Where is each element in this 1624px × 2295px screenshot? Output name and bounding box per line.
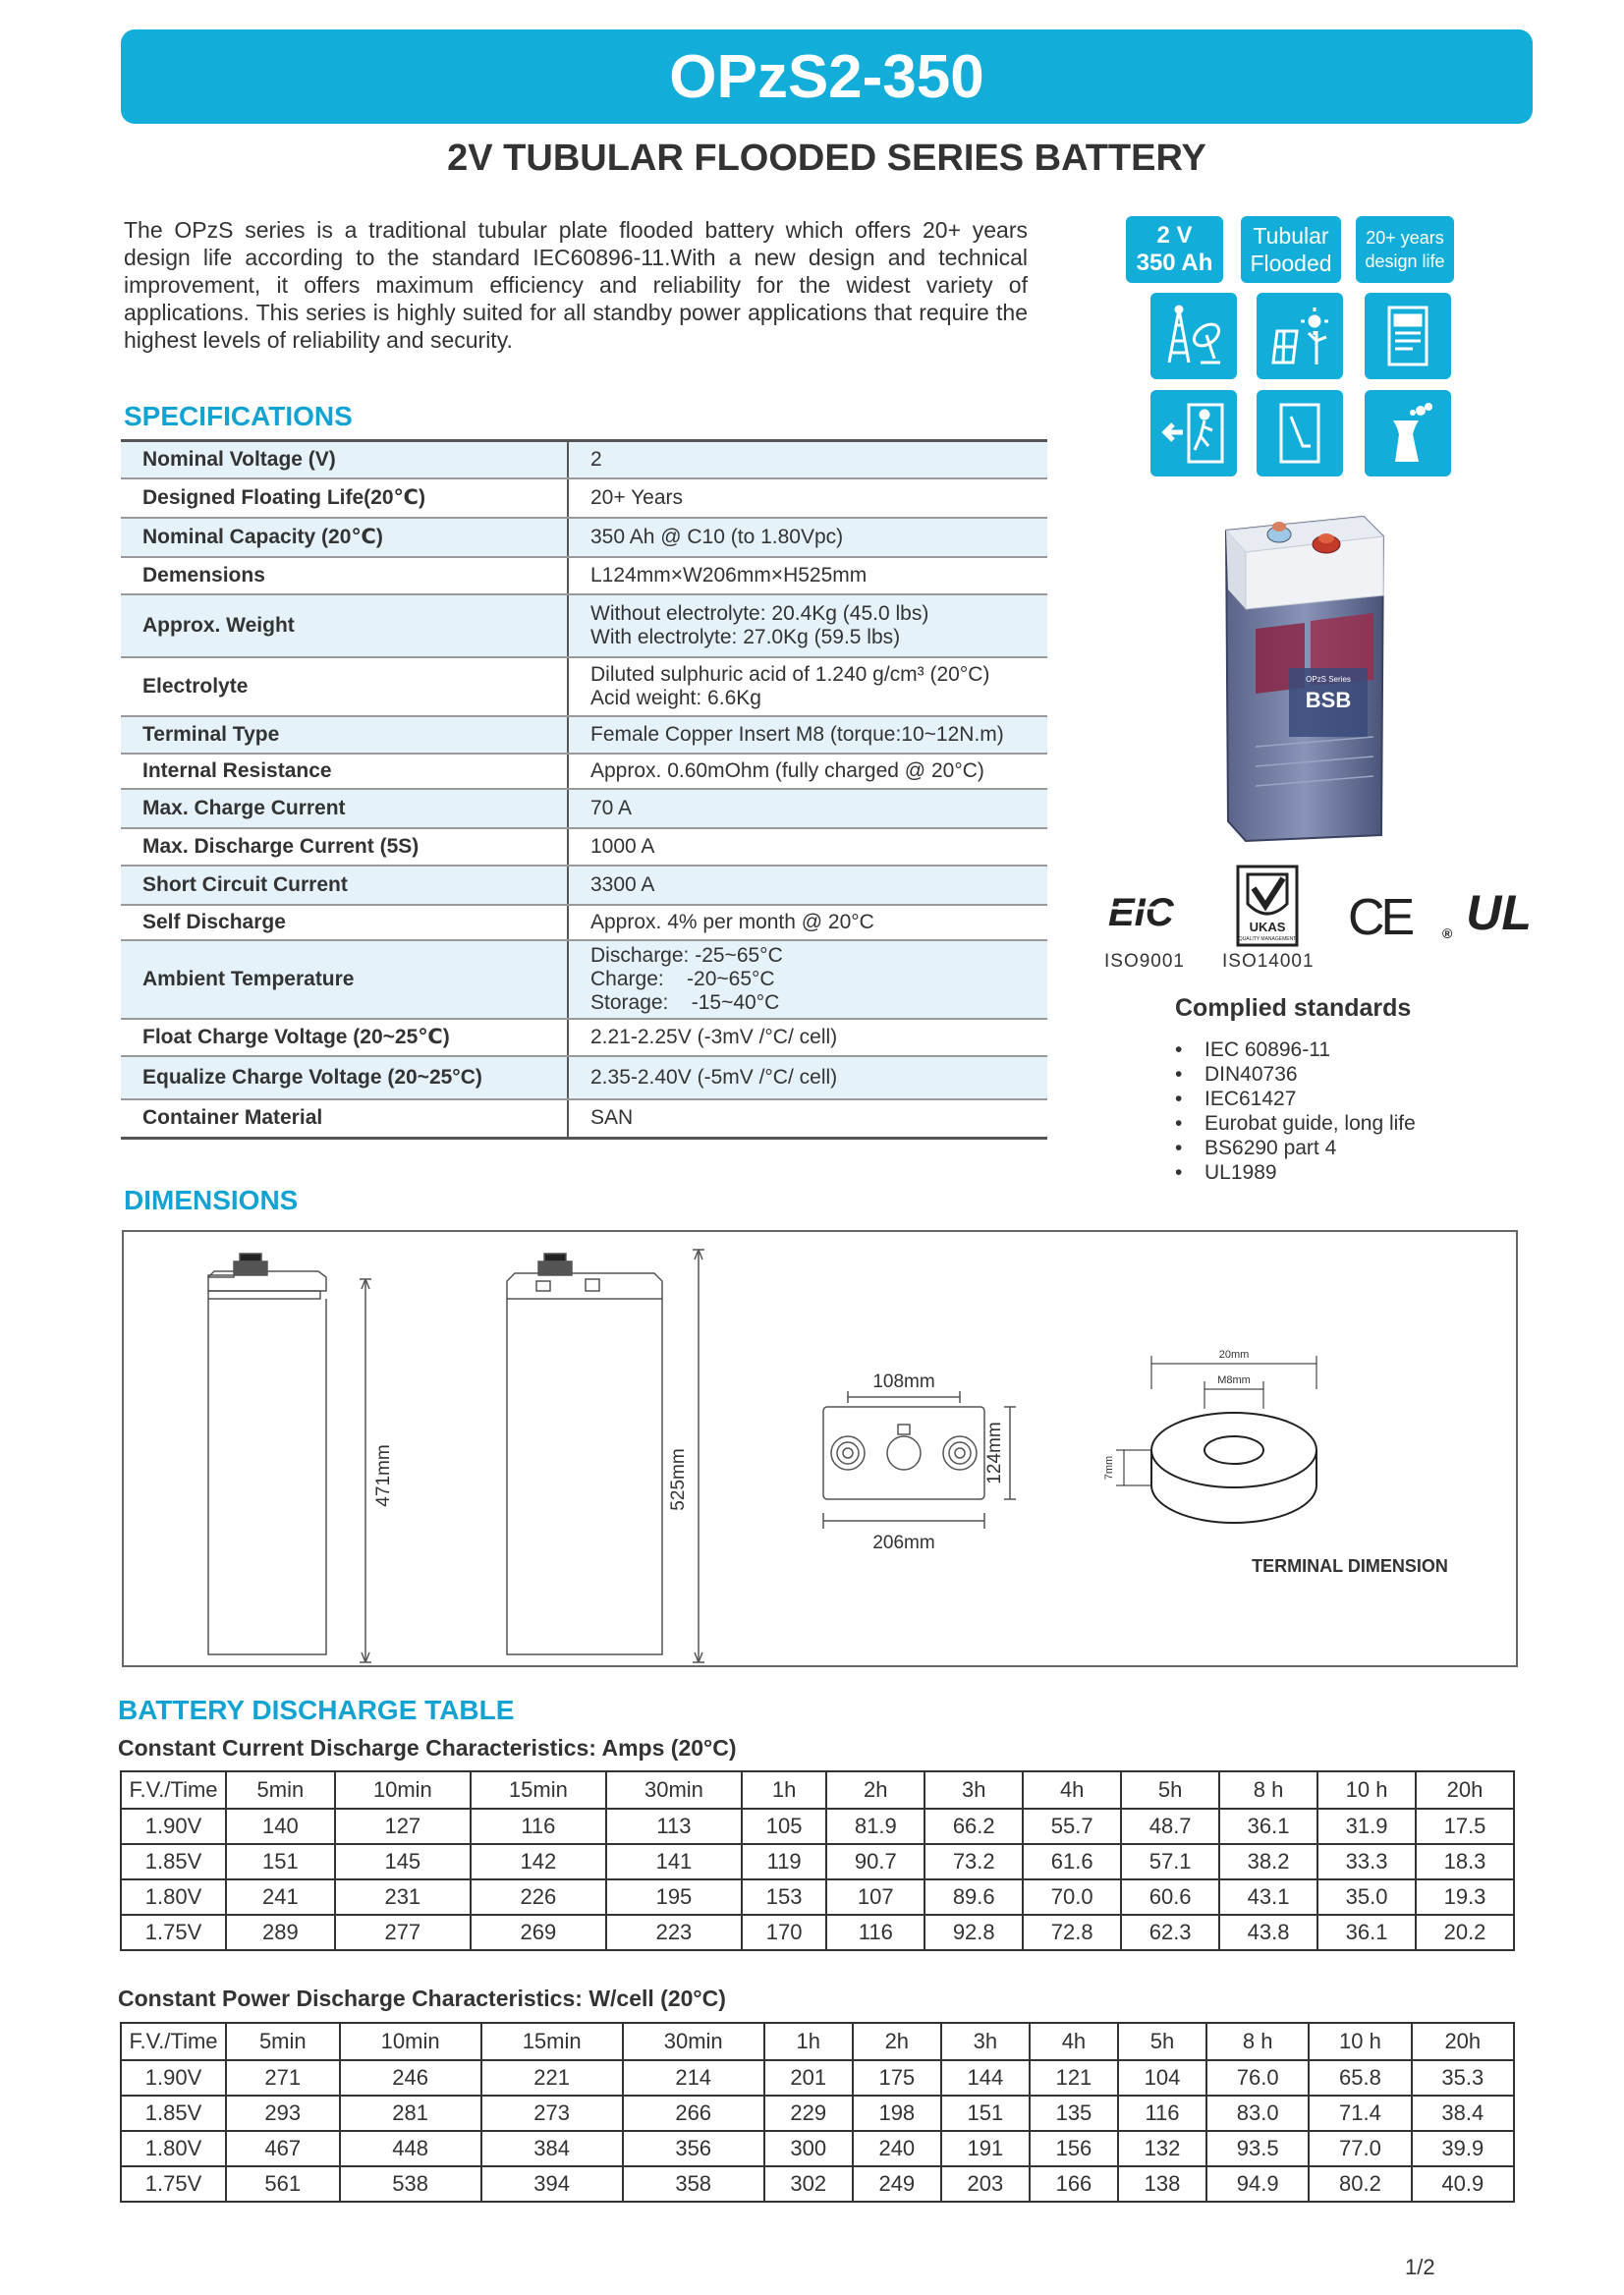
- table-header-cell: F.V./Time: [121, 2023, 226, 2060]
- table-header-cell: 30min: [606, 1771, 742, 1809]
- table-cell: 18.3: [1416, 1844, 1514, 1879]
- table-cell: 269: [471, 1915, 606, 1950]
- table-header-cell: 15min: [471, 1771, 606, 1809]
- spec-label: Electrolyte: [121, 657, 568, 716]
- spec-value: [568, 1019, 1047, 1056]
- table-cell: 89.6: [924, 1879, 1023, 1915]
- spec-value: [568, 657, 1047, 716]
- discharge-table-title: BATTERY DISCHARGE TABLE: [118, 1695, 515, 1725]
- standard-item: • IEC 60896-11: [1175, 1037, 1416, 1062]
- spec-label: Approx. Weight: [121, 594, 568, 657]
- model-title: OPzS2-350: [669, 42, 984, 111]
- table-cell: 43.8: [1219, 1915, 1317, 1950]
- spec-row: [121, 866, 1047, 905]
- table-cell: 73.2: [924, 1844, 1023, 1879]
- table-cell: 1.75V: [121, 1915, 226, 1950]
- badge-life-line2: design life: [1365, 252, 1445, 271]
- table-cell: 35.0: [1317, 1879, 1416, 1915]
- table-cell: 384: [481, 2131, 623, 2166]
- spec-row: [121, 1099, 1047, 1139]
- table-cell: 55.7: [1023, 1809, 1121, 1844]
- table-cell: 116: [826, 1915, 924, 1950]
- table-cell: 1.85V: [121, 2096, 226, 2131]
- spec-row: [121, 828, 1047, 866]
- standard-item: • DIN40736: [1175, 1062, 1416, 1087]
- table-cell: 39.9: [1412, 2131, 1514, 2166]
- spec-value-line: SAN: [590, 1106, 634, 1130]
- table-cell: 144: [941, 2060, 1030, 2096]
- power-plant-icon: [1365, 390, 1451, 476]
- page-number: 1/2: [1405, 2255, 1435, 2279]
- spec-value: [568, 478, 1047, 518]
- terminal-drawing: [1116, 1356, 1316, 1523]
- table-header-cell: 20h: [1412, 2023, 1514, 2060]
- table-cell: 538: [340, 2166, 481, 2202]
- table-cell: 40.9: [1412, 2166, 1514, 2202]
- table-header-cell: 2h: [826, 1771, 924, 1809]
- table-cell: 246: [340, 2060, 481, 2096]
- table-cell: 141: [606, 1844, 742, 1879]
- table-header-cell: 20h: [1416, 1771, 1514, 1809]
- table-cell: 48.7: [1121, 1809, 1219, 1844]
- table-cell: 195: [606, 1879, 742, 1915]
- complied-standards-title: Complied standards: [1175, 994, 1412, 1022]
- table-cell: 229: [764, 2096, 853, 2131]
- spec-value-line: Storage: -15~40°C: [590, 990, 780, 1014]
- table-cell: 135: [1030, 2096, 1118, 2131]
- table-cell: 273: [481, 2096, 623, 2131]
- table-cell: 61.6: [1023, 1844, 1121, 1879]
- dimensions-drawing: [122, 1230, 1518, 1667]
- table-header-cell: 10 h: [1309, 2023, 1411, 2060]
- table-header-cell: 3h: [941, 2023, 1030, 2060]
- standard-item: • Eurobat guide, long life: [1175, 1111, 1416, 1136]
- table-row: [121, 2096, 1514, 2131]
- spec-value-line: Charge: -20~65°C: [590, 967, 775, 990]
- table-row: [121, 1915, 1514, 1950]
- spec-row: [121, 1019, 1047, 1056]
- spec-value: [568, 518, 1047, 557]
- table-cell: 77.0: [1309, 2131, 1411, 2166]
- spec-value: [568, 1056, 1047, 1099]
- spec-value: [568, 594, 1047, 657]
- table-cell: 70.0: [1023, 1879, 1121, 1915]
- spec-value-line: 2.35-2.40V (-5mV /°C/ cell): [590, 1065, 838, 1089]
- spec-value-line: 3300 A: [590, 872, 655, 896]
- emergency-exit-icon: [1150, 390, 1237, 476]
- table-cell: 66.2: [924, 1809, 1023, 1844]
- spec-label: Container Material: [121, 1099, 568, 1139]
- table-header-cell: 30min: [623, 2023, 764, 2060]
- table-cell: 1.90V: [121, 1809, 226, 1844]
- table-cell: 20.2: [1416, 1915, 1514, 1950]
- table-cell: 36.1: [1317, 1915, 1416, 1950]
- table-cell: 203: [941, 2166, 1030, 2202]
- table-cell: 170: [742, 1915, 826, 1950]
- spec-value-line: L124mm×W206mm×H525mm: [590, 563, 868, 587]
- spec-value: [568, 789, 1047, 828]
- spec-label: Short Circuit Current: [121, 866, 568, 905]
- battery-photo: [1216, 511, 1393, 845]
- table-row: [121, 1844, 1514, 1879]
- table-cell: 31.9: [1317, 1809, 1416, 1844]
- table-cell: 105: [742, 1809, 826, 1844]
- iso9001-label: ISO9001: [1104, 951, 1185, 972]
- spec-label: Demensions: [121, 557, 568, 594]
- table-cell: 107: [826, 1879, 924, 1915]
- spec-value: [568, 1099, 1047, 1139]
- table-cell: 358: [623, 2166, 764, 2202]
- spec-row: [121, 557, 1047, 594]
- badge-voltage: 2 V: [1156, 222, 1193, 249]
- constant-current-heading: Constant Current Discharge Characteristics: Amps (20°C): [118, 1735, 737, 1761]
- spec-value-line: Approx. 4% per month @ 20°C: [590, 910, 874, 933]
- table-cell: 281: [340, 2096, 481, 2131]
- table-header-cell: 5min: [226, 2023, 340, 2060]
- table-row: [121, 2131, 1514, 2166]
- table-header-cell: 15min: [481, 2023, 623, 2060]
- table-row: [121, 1879, 1514, 1915]
- spec-value: [568, 716, 1047, 754]
- constant-power-table: [120, 2022, 1515, 2203]
- table-header-cell: 4h: [1030, 2023, 1118, 2060]
- spec-row: [121, 478, 1047, 518]
- battery-brand-label: BSB: [1305, 688, 1352, 712]
- badge-type: [1241, 216, 1341, 283]
- spec-label: Self Discharge: [121, 905, 568, 940]
- table-cell: 71.4: [1309, 2096, 1411, 2131]
- table-header-row: [121, 1771, 1514, 1809]
- intro-paragraph: The OPzS series is a traditional tubular plate flooded battery which offers 20+ years design life according to the standard IEC60896-11.With a new design and technical improvement, it offers maximum efficiency and reliability for the widest variety of applications. This series is highly suited for all standby power applications that require the highest levels of reliability and security.: [124, 217, 1028, 353]
- spec-label: Float Charge Voltage (20~25℃): [121, 1019, 568, 1056]
- table-header-cell: 5h: [1121, 1771, 1219, 1809]
- badge-type-line1: Tubular: [1253, 223, 1329, 249]
- badge-voltage-capacity: [1126, 216, 1223, 283]
- spec-value: [568, 905, 1047, 940]
- table-header-cell: 5h: [1118, 2023, 1206, 2060]
- ce-mark-text: CE: [1348, 889, 1412, 946]
- table-cell: 92.8: [924, 1915, 1023, 1950]
- spec-value: [568, 557, 1047, 594]
- badge-type-line2: Flooded: [1250, 251, 1332, 276]
- spec-label: Equalize Charge Voltage (20~25°C): [121, 1056, 568, 1099]
- ukas-text: UKAS: [1249, 920, 1286, 934]
- table-cell: 36.1: [1219, 1809, 1317, 1844]
- spec-label: Max. Discharge Current (5S): [121, 828, 568, 866]
- table-cell: 35.3: [1412, 2060, 1514, 2096]
- table-cell: 561: [226, 2166, 340, 2202]
- table-cell: 113: [606, 1809, 742, 1844]
- terminal-outer-label: 20mm: [1218, 1349, 1250, 1361]
- spec-value: [568, 754, 1047, 789]
- table-cell: 116: [1118, 2096, 1206, 2131]
- table-cell: 231: [335, 1879, 471, 1915]
- ukas-subtext: QUALITY MANAGEMENT: [1238, 936, 1297, 942]
- table-header-cell: 5min: [226, 1771, 335, 1809]
- spec-value-line: 70 A: [590, 796, 633, 819]
- spec-value-line: 1000 A: [590, 834, 655, 858]
- front-view-drawing: [208, 1254, 371, 1662]
- spec-value-line: With electrolyte: 27.0Kg (59.5 lbs): [590, 625, 901, 648]
- standard-item: • IEC61427: [1175, 1087, 1416, 1111]
- table-cell: 43.1: [1219, 1879, 1317, 1915]
- table-cell: 1.85V: [121, 1844, 226, 1879]
- spec-value-line: Without electrolyte: 20.4Kg (45.0 lbs): [590, 601, 929, 625]
- table-header-cell: F.V./Time: [121, 1771, 226, 1809]
- table-cell: 271: [226, 2060, 340, 2096]
- table-cell: 38.2: [1219, 1844, 1317, 1879]
- spec-value: [568, 940, 1047, 1019]
- table-cell: 145: [335, 1844, 471, 1879]
- table-cell: 223: [606, 1915, 742, 1950]
- spec-value-line: Diluted sulphuric acid of 1.240 g/cm³ (20°C): [590, 662, 990, 686]
- table-cell: 140: [226, 1809, 335, 1844]
- spec-value-line: 350 Ah @ C10 (to 1.80Vpc): [590, 525, 844, 548]
- table-cell: 1.90V: [121, 2060, 226, 2096]
- table-header-cell: 10min: [340, 2023, 481, 2060]
- height-525-label: 525mm: [668, 1448, 689, 1511]
- table-header-cell: 2h: [853, 2023, 941, 2060]
- table-cell: 241: [226, 1879, 335, 1915]
- table-cell: 293: [226, 2096, 340, 2131]
- table-cell: 94.9: [1206, 2166, 1309, 2202]
- table-cell: 175: [853, 2060, 941, 2096]
- table-cell: 38.4: [1412, 2096, 1514, 2131]
- standard-item: • BS6290 part 4: [1175, 1136, 1416, 1160]
- table-cell: 151: [941, 2096, 1030, 2131]
- badge-life: [1356, 216, 1454, 283]
- spec-label: Nominal Capacity (20℃): [121, 518, 568, 557]
- table-cell: 60.6: [1121, 1879, 1219, 1915]
- product-subtitle: 2V TUBULAR FLOODED SERIES BATTERY: [447, 138, 1206, 179]
- table-cell: 240: [853, 2131, 941, 2166]
- terminal-thread-label: M8mm: [1217, 1374, 1251, 1386]
- table-cell: 76.0: [1206, 2060, 1309, 2096]
- svg-text:EIC: EIC: [1108, 891, 1174, 934]
- ul-mark-text: UL: [1466, 885, 1532, 940]
- table-cell: 1.80V: [121, 1879, 226, 1915]
- table-header-cell: 3h: [924, 1771, 1023, 1809]
- table-cell: 153: [742, 1879, 826, 1915]
- table-cell: 277: [335, 1915, 471, 1950]
- spec-row: [121, 716, 1047, 754]
- height-471-label: 471mm: [373, 1444, 394, 1507]
- spec-label: Internal Resistance: [121, 754, 568, 789]
- table-cell: 81.9: [826, 1809, 924, 1844]
- eic-logo: [1104, 886, 1187, 935]
- spec-value-line: Approx. 0.60mOhm (fully charged @ 20°C): [590, 758, 984, 782]
- spec-value-line: 2.21-2.25V (-3mV /°C/ cell): [590, 1025, 838, 1048]
- standard-item: • UL1989: [1175, 1160, 1416, 1185]
- solar-wind-icon: [1257, 293, 1343, 379]
- spec-row: [121, 657, 1047, 716]
- spec-label: Nominal Voltage (V): [121, 441, 568, 478]
- table-header-cell: 4h: [1023, 1771, 1121, 1809]
- table-header-cell: 10 h: [1317, 1771, 1416, 1809]
- spec-value-line: Discharge: -25~65°C: [590, 943, 783, 967]
- table-cell: 198: [853, 2096, 941, 2131]
- table-cell: 72.8: [1023, 1915, 1121, 1950]
- spec-row: [121, 441, 1047, 478]
- spec-label: Terminal Type: [121, 716, 568, 754]
- table-cell: 266: [623, 2096, 764, 2131]
- spec-value-line: 2: [590, 447, 602, 471]
- battery-series-label: OPzS Series: [1306, 675, 1351, 684]
- bottom-width-label: 206mm: [872, 1533, 935, 1553]
- table-cell: 467: [226, 2131, 340, 2166]
- terminal-depth-label: 7mm: [1103, 1455, 1115, 1481]
- table-cell: 17.5: [1416, 1809, 1514, 1844]
- spec-label: Designed Floating Life(20℃): [121, 478, 568, 518]
- terminal-dimension-caption: TERMINAL DIMENSION: [1252, 1556, 1448, 1576]
- ukas-logo: [1236, 865, 1299, 947]
- table-cell: 142: [471, 1844, 606, 1879]
- table-cell: 119: [742, 1844, 826, 1879]
- table-row: [121, 2060, 1514, 2096]
- table-cell: 33.3: [1317, 1844, 1416, 1879]
- ul-mark: [1442, 884, 1532, 941]
- spec-value: [568, 866, 1047, 905]
- constant-power-heading: Constant Power Discharge Characteristics: W/cell (20°C): [118, 1986, 726, 2011]
- telecom-tower-icon: [1150, 293, 1237, 379]
- dimensions-title: DIMENSIONS: [124, 1185, 299, 1215]
- table-header-row: [121, 2023, 1514, 2060]
- top-width-label: 108mm: [872, 1371, 935, 1392]
- table-cell: 166: [1030, 2166, 1118, 2202]
- table-cell: 80.2: [1309, 2166, 1411, 2202]
- table-cell: 249: [853, 2166, 941, 2202]
- specifications-table: [121, 439, 1047, 1140]
- table-header-cell: 10min: [335, 1771, 471, 1809]
- switch-door-icon: [1257, 390, 1343, 476]
- table-cell: 19.3: [1416, 1879, 1514, 1915]
- constant-current-table: [120, 1770, 1515, 1951]
- model-banner: [121, 29, 1533, 124]
- table-cell: 191: [941, 2131, 1030, 2166]
- spec-row: [121, 518, 1047, 557]
- table-cell: 93.5: [1206, 2131, 1309, 2166]
- spec-value: [568, 441, 1047, 478]
- table-cell: 104: [1118, 2060, 1206, 2096]
- spec-value-line: Acid weight: 6.6Kg: [590, 686, 761, 709]
- table-cell: 57.1: [1121, 1844, 1219, 1879]
- table-cell: 83.0: [1206, 2096, 1309, 2131]
- table-cell: 138: [1118, 2166, 1206, 2202]
- top-depth-label: 124mm: [984, 1422, 1005, 1484]
- specifications-title: SPECIFICATIONS: [124, 401, 353, 431]
- spec-row: [121, 905, 1047, 940]
- spec-label: Max. Charge Current: [121, 789, 568, 828]
- spec-row: [121, 594, 1047, 657]
- table-header-cell: 8 h: [1206, 2023, 1309, 2060]
- table-cell: 394: [481, 2166, 623, 2202]
- ul-registered: ®: [1442, 925, 1453, 941]
- table-row: [121, 1809, 1514, 1844]
- table-cell: 156: [1030, 2131, 1118, 2166]
- spec-row: [121, 754, 1047, 789]
- table-cell: 221: [481, 2060, 623, 2096]
- table-cell: 356: [623, 2131, 764, 2166]
- table-header-cell: 8 h: [1219, 1771, 1317, 1809]
- spec-value-line: 20+ Years: [590, 485, 684, 509]
- table-cell: 132: [1118, 2131, 1206, 2166]
- table-cell: 289: [226, 1915, 335, 1950]
- table-cell: 302: [764, 2166, 853, 2202]
- table-cell: 448: [340, 2131, 481, 2166]
- badge-capacity: 350 Ah: [1136, 250, 1213, 276]
- table-cell: 151: [226, 1844, 335, 1879]
- spec-row: [121, 789, 1047, 828]
- table-cell: 214: [623, 2060, 764, 2096]
- spec-row: [121, 940, 1047, 1019]
- table-cell: 300: [764, 2131, 853, 2166]
- table-cell: 90.7: [826, 1844, 924, 1879]
- iso14001-label: ISO14001: [1222, 951, 1315, 972]
- table-cell: 201: [764, 2060, 853, 2096]
- table-cell: 226: [471, 1879, 606, 1915]
- table-cell: 65.8: [1309, 2060, 1411, 2096]
- table-cell: 1.75V: [121, 2166, 226, 2202]
- ups-cabinet-icon: [1365, 293, 1451, 379]
- table-cell: 127: [335, 1809, 471, 1844]
- table-cell: 121: [1030, 2060, 1118, 2096]
- table-header-cell: 1h: [742, 1771, 826, 1809]
- badge-life-line1: 20+ years: [1366, 228, 1444, 248]
- table-row: [121, 2166, 1514, 2202]
- spec-label: Ambient Temperature: [121, 940, 568, 1019]
- spec-value-line: Female Copper Insert M8 (torque:10~12N.m): [590, 722, 1004, 746]
- table-cell: 62.3: [1121, 1915, 1219, 1950]
- spec-row: [121, 1056, 1047, 1099]
- table-cell: 1.80V: [121, 2131, 226, 2166]
- table-header-cell: 1h: [764, 2023, 853, 2060]
- table-cell: 116: [471, 1809, 606, 1844]
- spec-value: [568, 828, 1047, 866]
- ce-mark: [1348, 888, 1411, 947]
- complied-standards-list: [1175, 1037, 1416, 1185]
